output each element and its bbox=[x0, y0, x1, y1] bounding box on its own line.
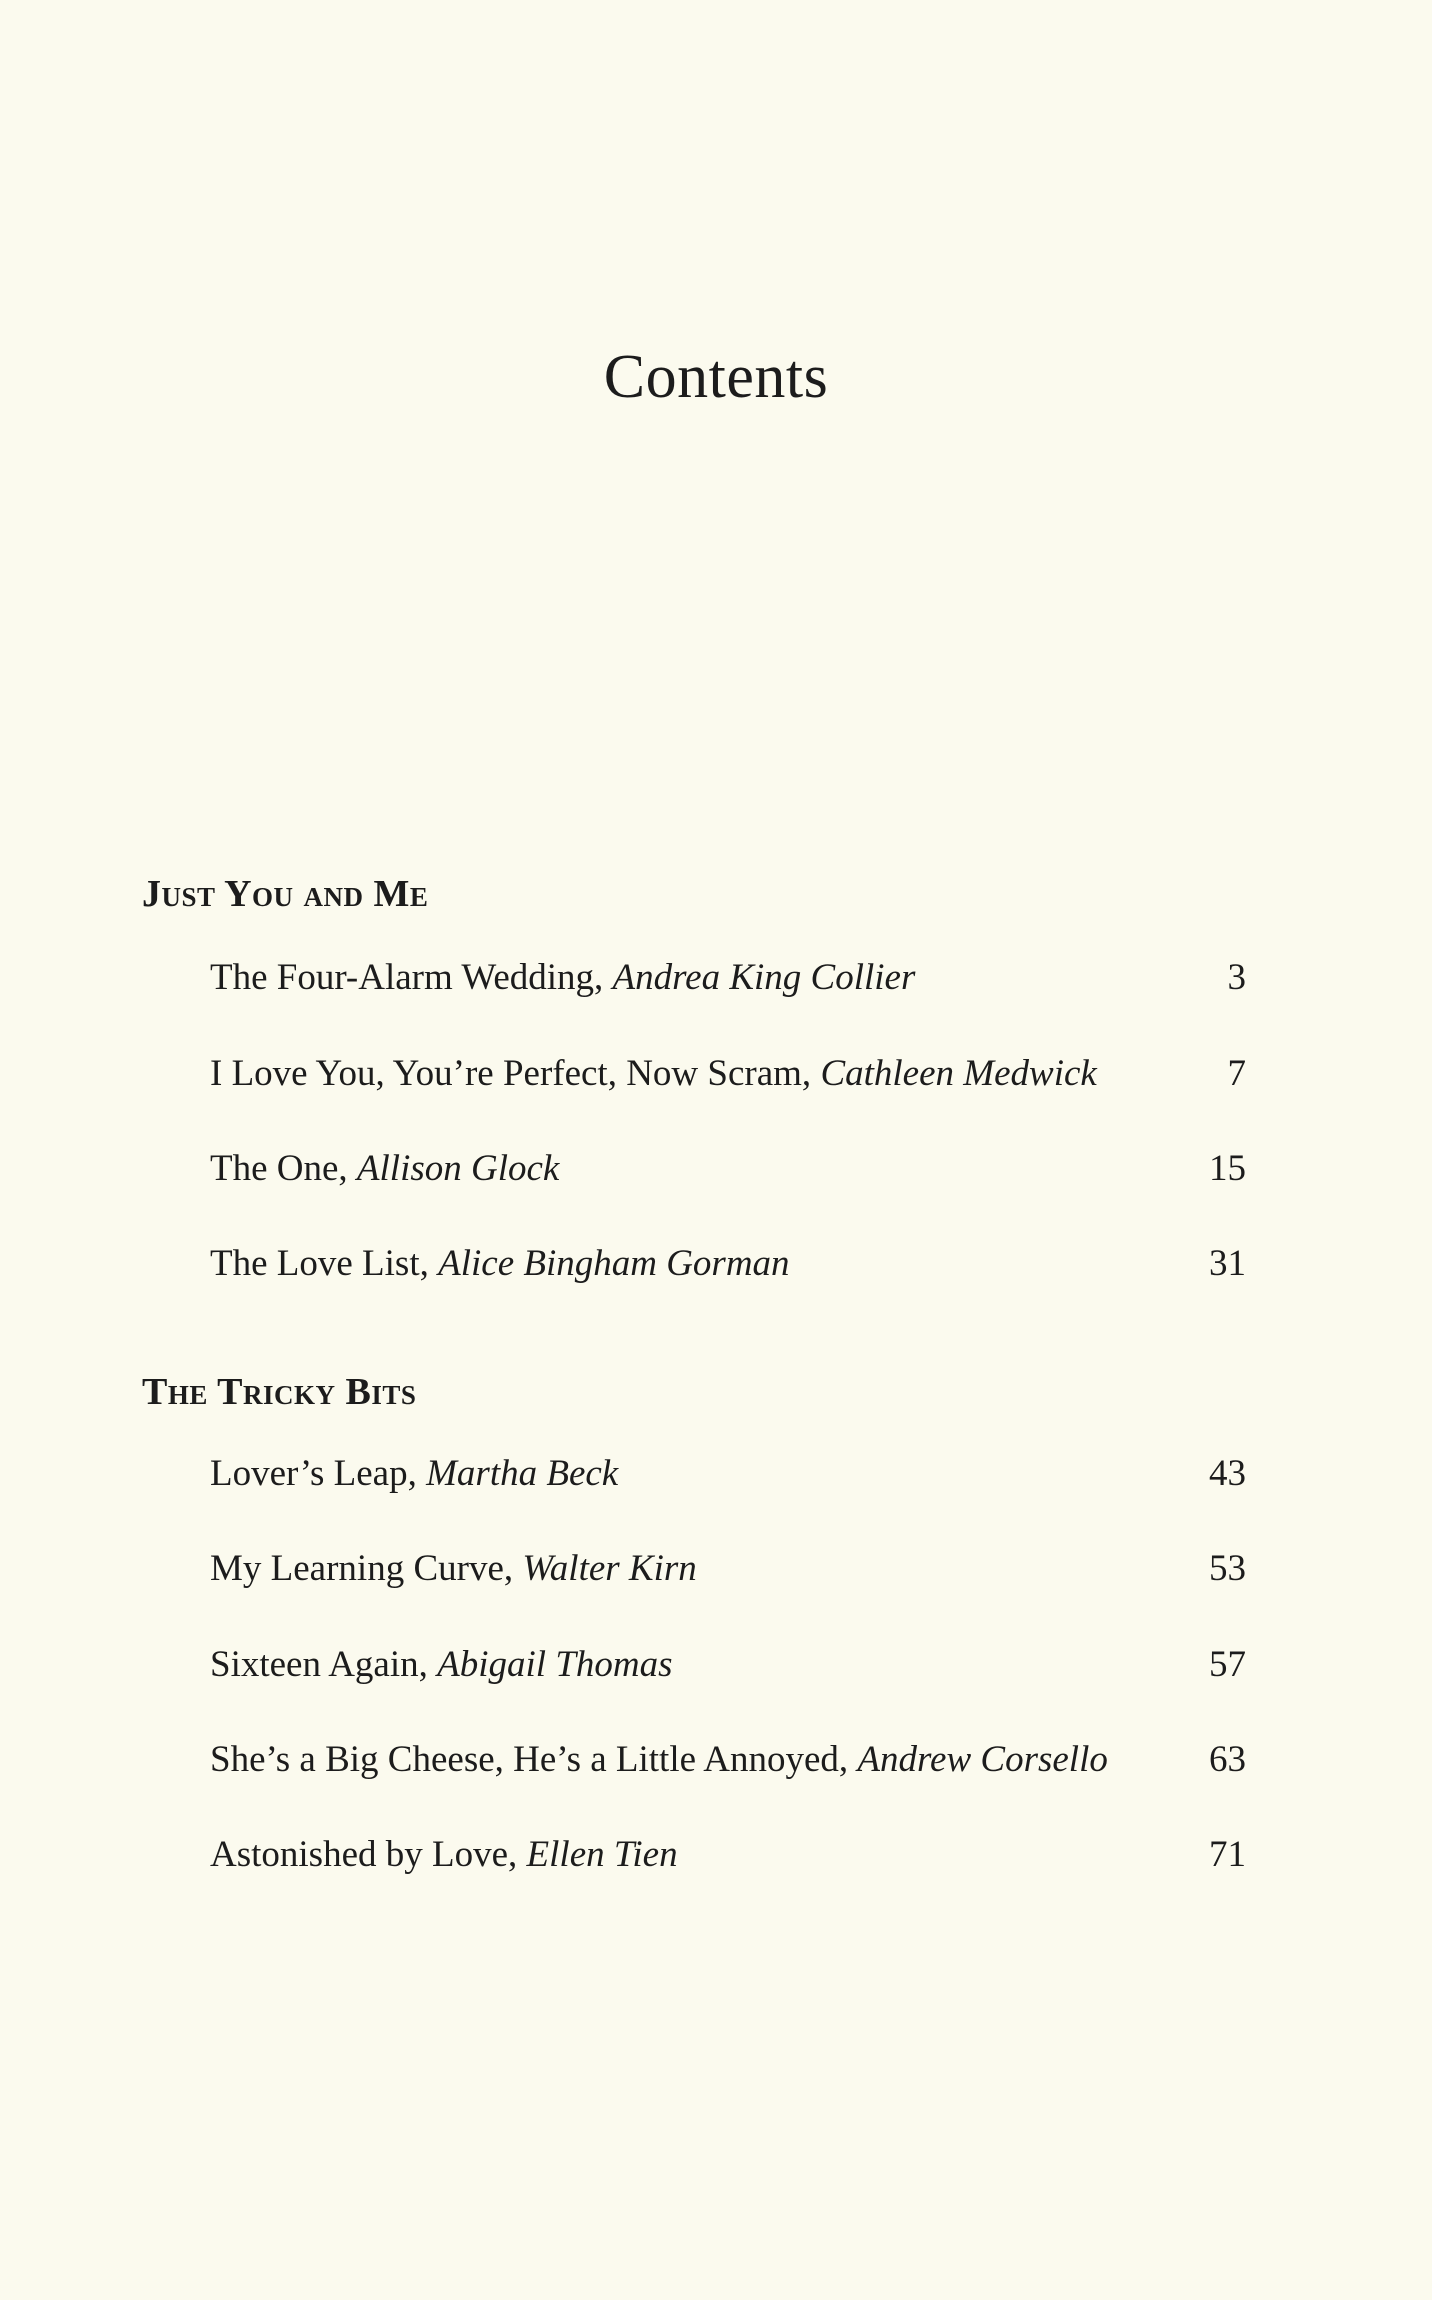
entry-author: Walter Kirn bbox=[522, 1548, 697, 1589]
page-title: Contents bbox=[603, 343, 829, 411]
toc-entry bbox=[210, 1637, 1246, 1693]
entry-author: Cathleen Medwick bbox=[820, 1053, 1097, 1094]
entry-page-number: 63 bbox=[1209, 1739, 1246, 1780]
toc-entry bbox=[210, 1141, 1246, 1197]
entry-title: She’s a Big Cheese, He’s a Little Annoyed, bbox=[210, 1739, 858, 1780]
toc-entry bbox=[210, 1046, 1246, 1102]
section-heading: The Tricky Bits bbox=[142, 1371, 417, 1413]
toc-entry bbox=[210, 1541, 1246, 1597]
entry-title: My Learning Curve, bbox=[210, 1548, 523, 1589]
entry-page-number: 7 bbox=[1227, 1053, 1246, 1094]
entry-page-number: 43 bbox=[1209, 1453, 1246, 1494]
entry-author: Ellen Tien bbox=[526, 1834, 678, 1875]
entry-title: The Four-Alarm Wedding, bbox=[210, 957, 613, 998]
entry-title: The Love List, bbox=[210, 1243, 439, 1284]
section-heading: Just You and Me bbox=[142, 873, 429, 915]
entry-page-number: 31 bbox=[1209, 1243, 1246, 1284]
entry-author: Andrea King Collier bbox=[612, 957, 916, 998]
toc-entry bbox=[210, 1236, 1246, 1292]
entry-author: Allison Glock bbox=[356, 1148, 560, 1189]
entry-title: Astonished by Love, bbox=[210, 1834, 527, 1875]
entry-title: Sixteen Again, bbox=[210, 1644, 438, 1685]
entry-page-number: 3 bbox=[1227, 957, 1246, 998]
entry-title: I Love You, You’re Perfect, Now Scram, bbox=[210, 1053, 821, 1094]
entry-author: Abigail Thomas bbox=[437, 1644, 673, 1685]
entry-author: Alice Bingham Gorman bbox=[438, 1243, 790, 1284]
entry-page-number: 15 bbox=[1209, 1148, 1246, 1189]
entry-title: Lover’s Leap, bbox=[210, 1453, 427, 1494]
toc-entry bbox=[210, 950, 1246, 1006]
entry-author: Andrew Corsello bbox=[857, 1739, 1108, 1780]
entry-title: The One, bbox=[210, 1148, 357, 1189]
entry-page-number: 71 bbox=[1209, 1834, 1246, 1875]
entry-page-number: 53 bbox=[1209, 1548, 1246, 1589]
toc-entry bbox=[210, 1446, 1246, 1502]
entry-author: Martha Beck bbox=[426, 1453, 619, 1494]
toc-entry bbox=[210, 1732, 1246, 1788]
toc-entry bbox=[210, 1827, 1246, 1883]
entry-page-number: 57 bbox=[1209, 1644, 1246, 1685]
